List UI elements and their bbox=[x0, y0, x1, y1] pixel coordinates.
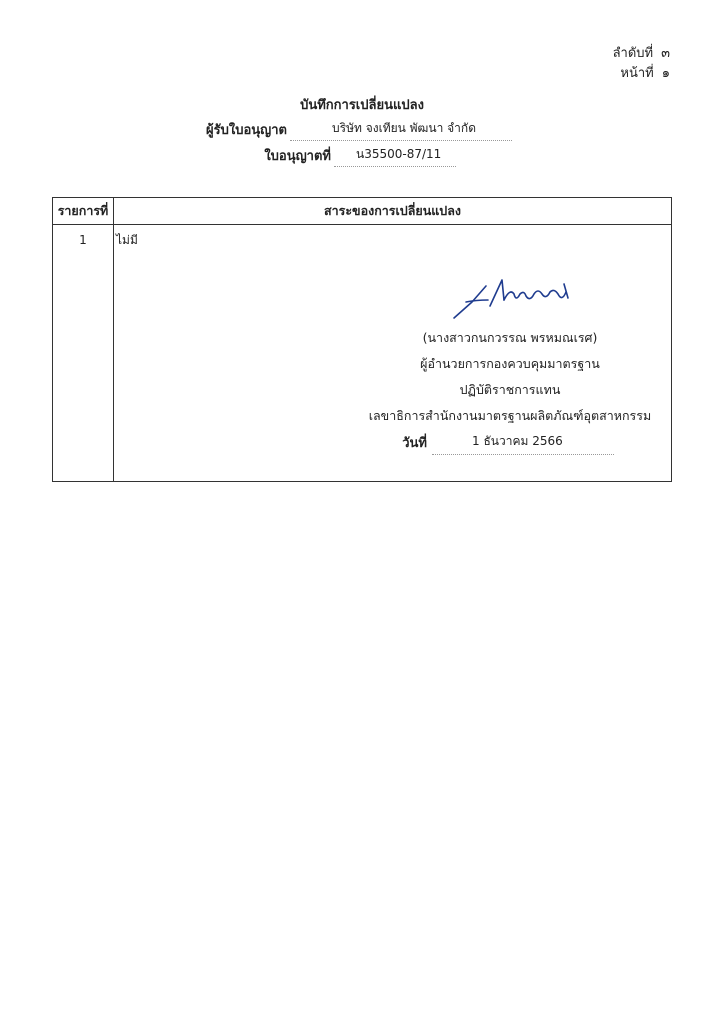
signatory-name: (นางสาวกนกวรรณ พรหมณเรศ) bbox=[422, 330, 598, 345]
sequence-label: ลำดับที่ bbox=[612, 46, 654, 61]
page-label: หน้าที่ bbox=[620, 66, 654, 81]
table-header-row bbox=[53, 198, 672, 225]
license-number-value: น35500-87/11 bbox=[334, 145, 456, 167]
sequence-value: ๓ bbox=[661, 46, 670, 61]
signatory-acting-note: ปฏิบัติราชการแทน bbox=[459, 382, 561, 397]
signatory-position: ผู้อำนวยการกองควบคุมมาตรฐาน bbox=[420, 356, 600, 371]
column-header-change-content: สาระของการเปลี่ยนแปลง bbox=[114, 198, 672, 225]
page-value: ๑ bbox=[661, 66, 670, 81]
license-number-label: ใบอนุญาตที่ bbox=[264, 149, 331, 164]
date-label: วันที่ bbox=[402, 436, 427, 451]
date-value: 1 ธันวาคม 2566 bbox=[432, 432, 614, 455]
change-content-text: ไม่มี bbox=[116, 233, 138, 247]
signatory-agency: เลขาธิการสำนักงานมาตรฐานผลิตภัณฑ์อุตสาหกรรม bbox=[368, 408, 652, 423]
signature-image bbox=[446, 272, 586, 322]
document-title: บันทึกการเปลี่ยนแปลง bbox=[300, 98, 424, 113]
item-number-cell: 1 bbox=[53, 225, 114, 482]
document-sequence-block bbox=[600, 44, 670, 84]
licensee-label: ผู้รับใบอนุญาต bbox=[206, 123, 287, 138]
licensee-value: บริษัท จงเทียน พัฒนา จำกัด bbox=[290, 119, 512, 141]
column-header-item-no: รายการที่ bbox=[53, 198, 114, 225]
